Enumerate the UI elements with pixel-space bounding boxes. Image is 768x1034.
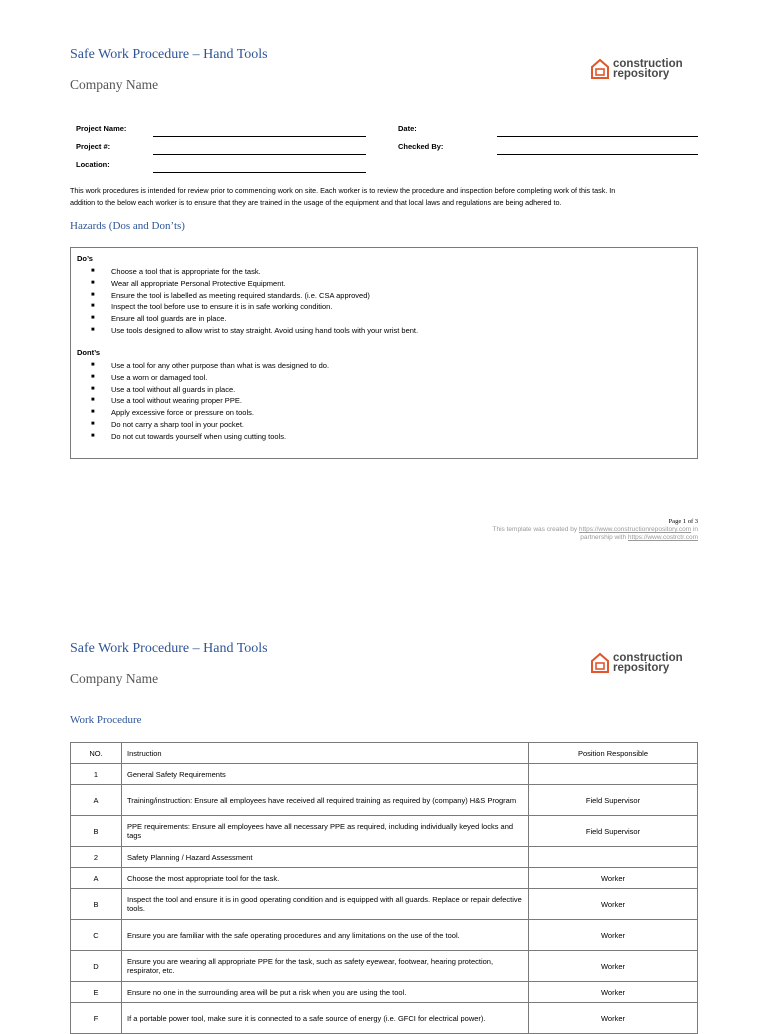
header-instruction: Instruction xyxy=(122,743,529,764)
project-name-field[interactable] xyxy=(153,136,366,137)
table-header-row xyxy=(71,743,698,764)
logo xyxy=(590,58,683,80)
checked-by-field[interactable] xyxy=(497,154,698,155)
page-footer: Page 1 of 3 This template was created by https://www.constructionrepository.com in partnership with https://www.costrctr.com xyxy=(492,518,698,541)
bullet-icon: ■ xyxy=(91,303,95,310)
table-row: C Ensure you are familiar with the safe operating procedures and any limitations on the use of the tool. Worker xyxy=(71,920,698,951)
location-label: Location: xyxy=(76,160,110,169)
table-row: B Inspect the tool and ensure it is in good operating condition and is equipped with all guards. Replace or repair defective tools. Worker xyxy=(71,889,698,920)
logo-line-2: repository xyxy=(613,68,670,80)
house-logo-icon xyxy=(590,652,610,674)
header-position: Position Responsible xyxy=(529,743,698,764)
footer-link-1[interactable]: https://www.constructionrepository.com xyxy=(578,526,692,533)
bullet-icon: ■ xyxy=(91,385,95,392)
dos-heading: Do’s xyxy=(77,254,93,263)
header-no: NO. xyxy=(71,743,122,764)
date-label: Date: xyxy=(398,124,417,133)
page-number: Page 1 of 3 xyxy=(668,518,698,525)
table-row: A Choose the most appropriate tool for the task. Worker xyxy=(71,868,698,889)
company-name: Company Name xyxy=(70,77,159,92)
project-number-field[interactable] xyxy=(153,154,366,155)
checked-by-label: Checked By: xyxy=(398,142,444,151)
bullet-icon: ■ xyxy=(91,409,95,416)
bullet-icon: ■ xyxy=(91,432,95,439)
logo-line-1: construction xyxy=(613,58,683,70)
project-name-label: Project Name: xyxy=(76,124,127,133)
list-item: ■ Inspect the tool before use to ensure it is in safe working condition. xyxy=(91,302,333,312)
location-field[interactable] xyxy=(153,172,366,173)
dos-list xyxy=(91,266,418,337)
table-row: F If a portable power tool, make sure it is connected to a safe source of energy (i.e. GFCI for electrical power). Worker xyxy=(71,1003,698,1034)
list-item: ■ Apply excessive force or pressure on tools. xyxy=(91,408,254,418)
logo xyxy=(590,652,683,674)
intro-paragraph xyxy=(70,185,700,209)
donts-list xyxy=(91,360,329,443)
bullet-icon: ■ xyxy=(91,291,95,298)
table-row: A Training/instruction: Ensure all employees have received all required training as required by (company) H&S Program Field Supervisor xyxy=(71,785,698,816)
footer-link-2[interactable]: https://www.costrctr.com xyxy=(627,534,698,541)
list-item: ■ Use a tool without all guards in place. xyxy=(91,384,236,394)
list-item: ■ Choose a tool that is appropriate for the task. xyxy=(91,267,261,276)
list-item: ■ Do not cut towards yourself when using cutting tools. xyxy=(91,431,287,441)
project-number-label: Project #: xyxy=(76,142,111,151)
list-item: ■ Ensure the tool is labelled as meeting required standards. (i.e. CSA approved) xyxy=(91,290,370,300)
hazards-box xyxy=(70,247,698,459)
hazards-heading: Hazards (Dos and Don’ts) xyxy=(70,220,185,232)
table-row: E Ensure no one in the surrounding area will be put a risk when you are using the tool. Worker xyxy=(71,982,698,1003)
bullet-icon: ■ xyxy=(91,397,95,404)
bullet-icon: ■ xyxy=(91,326,95,333)
list-item: ■ Use a tool without wearing proper PPE. xyxy=(91,396,242,406)
house-logo-icon xyxy=(590,58,610,80)
logo-line-1: construction xyxy=(613,652,683,664)
list-item: ■ Use a tool for any other purpose than what is was designed to do. xyxy=(91,361,330,370)
table-row: 2 Safety Planning / Hazard Assessment xyxy=(71,847,698,868)
list-item: ■ Ensure all tool guards are in place. xyxy=(91,314,227,324)
date-field[interactable] xyxy=(497,136,698,137)
procedure-table xyxy=(70,742,698,1034)
intro-line-1: This work procedures is intended for review prior to commencing work on site. Each worker is to review the procedure and inspection before completing work of this task. In xyxy=(70,186,616,195)
page-title: Safe Work Procedure – Hand Tools xyxy=(70,641,268,656)
bullet-icon: ■ xyxy=(91,373,95,380)
list-item: ■ Do not carry a sharp tool in your pocket. xyxy=(91,419,244,429)
company-name: Company Name xyxy=(70,671,159,686)
bullet-icon: ■ xyxy=(91,420,95,427)
logo-line-2: repository xyxy=(613,662,670,674)
bullet-icon: ■ xyxy=(91,315,95,322)
page-title: Safe Work Procedure – Hand Tools xyxy=(70,47,268,62)
table-row: B PPE requirements: Ensure all employees have all necessary PPE as required, including individually keyed locks and tags Field Supervisor xyxy=(71,816,698,847)
bullet-icon: ■ xyxy=(91,279,95,286)
bullet-icon: ■ xyxy=(91,268,95,274)
list-item: ■ Use a worn or damaged tool. xyxy=(91,372,208,382)
list-item: ■ Use tools designed to allow wrist to stay straight. Avoid using hand tools with your wrist bent. xyxy=(91,325,419,335)
table-row: D Ensure you are wearing all appropriate PPE for the task, such as safety eyewear, footwear, hearing protection, respirator, etc. Worker xyxy=(71,951,698,982)
bullet-icon: ■ xyxy=(91,362,95,368)
table-row: 1 General Safety Requirements xyxy=(71,764,698,785)
donts-heading: Dont’s xyxy=(77,348,101,357)
list-item: ■ Wear all appropriate Personal Protective Equipment. xyxy=(91,278,286,288)
intro-line-2: addition to the below each worker is to ensure that they are trained in the usage of the equipment and that local laws and regulations are being adhered to. xyxy=(70,198,562,207)
work-procedure-heading: Work Procedure xyxy=(70,714,142,726)
